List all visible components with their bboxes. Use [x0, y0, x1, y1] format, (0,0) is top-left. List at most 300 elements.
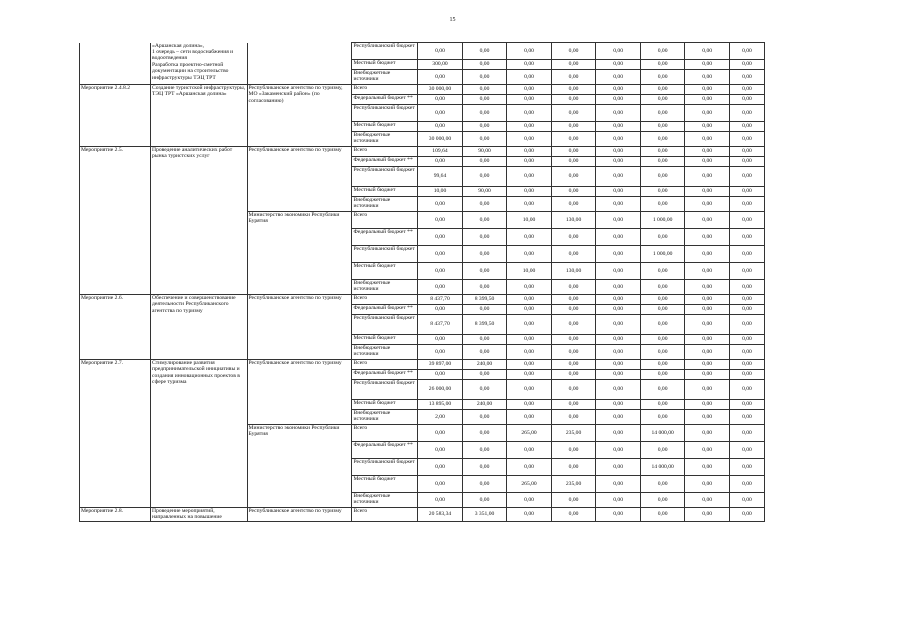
amount-cell: 0,00 — [551, 508, 596, 522]
amount-cell: 0,00 — [551, 380, 596, 400]
amount-cell: 0,00 — [640, 476, 685, 493]
amount-cell: 0,00 — [418, 476, 463, 493]
amount-cell: 0,00 — [551, 410, 596, 425]
amount-cell: 0,00 — [596, 305, 641, 315]
amount-cell: 0,00 — [462, 410, 507, 425]
amount-cell: 0,00 — [729, 459, 764, 476]
measure-id-cell — [80, 43, 151, 85]
amount-cell: 0,00 — [729, 295, 764, 305]
amount-cell: 0,00 — [596, 85, 641, 95]
amount-cell: 0,00 — [551, 305, 596, 315]
amount-cell: 0,00 — [507, 105, 552, 122]
amount-cell: 0,00 — [551, 122, 596, 132]
amount-cell: 0,00 — [640, 105, 685, 122]
amount-cell: 90,00 — [462, 187, 507, 197]
funding-source-cell: Республиканский бюджет — [352, 43, 418, 60]
amount-cell: 0,00 — [640, 493, 685, 508]
amount-cell: 0,00 — [418, 70, 463, 85]
amount-cell: 0,00 — [507, 459, 552, 476]
amount-cell: 0,00 — [685, 60, 730, 70]
amount-cell: 0,00 — [418, 459, 463, 476]
amount-cell: 0,00 — [729, 85, 764, 95]
amount-cell: 10,00 — [507, 263, 552, 280]
amount-cell: 0,00 — [551, 459, 596, 476]
amount-cell: 0,00 — [418, 425, 463, 442]
amount-cell: 0,00 — [418, 229, 463, 246]
amount-cell: 0,00 — [596, 442, 641, 459]
amount-cell: 0,00 — [685, 476, 730, 493]
amount-cell: 0,00 — [685, 370, 730, 380]
amount-cell: 0,00 — [685, 280, 730, 295]
amount-cell: 0,00 — [640, 315, 685, 335]
measure-id-cell: Мероприятие 2.8. — [80, 508, 151, 522]
amount-cell: 0,00 — [507, 360, 552, 370]
amount-cell: 0,00 — [685, 425, 730, 442]
amount-cell: 235,00 — [551, 425, 596, 442]
amount-cell: 0,00 — [685, 197, 730, 212]
amount-cell: 0,00 — [418, 95, 463, 105]
amount-cell: 0,00 — [596, 167, 641, 187]
amount-cell: 0,00 — [640, 305, 685, 315]
amount-cell: 0,00 — [685, 85, 730, 95]
amount-cell: 0,00 — [462, 442, 507, 459]
table-row — [80, 85, 765, 95]
amount-cell: 0,00 — [551, 167, 596, 187]
amount-cell: 0,00 — [685, 132, 730, 147]
amount-cell: 0,00 — [418, 335, 463, 345]
amount-cell: 0,00 — [596, 157, 641, 167]
amount-cell: 0,00 — [462, 229, 507, 246]
amount-cell: 0,00 — [507, 410, 552, 425]
amount-cell: 0,00 — [640, 60, 685, 70]
amount-cell: 0,00 — [551, 43, 596, 60]
amount-cell: 0,00 — [551, 335, 596, 345]
funding-source-cell: Местный бюджет — [352, 263, 418, 280]
amount-cell: 0,00 — [418, 197, 463, 212]
amount-cell: 0,00 — [462, 246, 507, 263]
amount-cell: 0,00 — [596, 147, 641, 157]
amount-cell: 0,00 — [551, 60, 596, 70]
amount-cell: 0,00 — [596, 122, 641, 132]
amount-cell: 0,00 — [685, 187, 730, 197]
amount-cell: 0,00 — [729, 493, 764, 508]
amount-cell: 0,00 — [685, 410, 730, 425]
amount-cell: 0,00 — [462, 157, 507, 167]
executor-cell: Республиканское агентство по туризму — [247, 508, 352, 522]
amount-cell: 99,64 — [418, 167, 463, 187]
amount-cell: 0,00 — [551, 442, 596, 459]
amount-cell: 0,00 — [551, 229, 596, 246]
amount-cell: 13 895,00 — [418, 400, 463, 410]
amount-cell: 0,00 — [507, 70, 552, 85]
amount-cell: 0,00 — [596, 70, 641, 85]
amount-cell: 0,00 — [462, 70, 507, 85]
amount-cell: 0,00 — [685, 263, 730, 280]
measure-id-cell: Мероприятие 2.6. — [80, 295, 151, 360]
funding-source-cell: Всего — [352, 147, 418, 157]
funding-source-cell: Внебюджетные источники — [352, 197, 418, 212]
budget-table — [79, 42, 765, 522]
amount-cell: 0,00 — [551, 360, 596, 370]
amount-cell: 0,00 — [685, 212, 730, 229]
amount-cell: 14 000,00 — [640, 425, 685, 442]
amount-cell: 0,00 — [418, 105, 463, 122]
amount-cell: 0,00 — [685, 70, 730, 85]
funding-source-cell: Республиканский бюджет — [352, 315, 418, 335]
amount-cell: 0,00 — [596, 476, 641, 493]
amount-cell: 240,00 — [462, 360, 507, 370]
funding-source-cell: Федеральный бюджет ** — [352, 442, 418, 459]
funding-source-cell: Федеральный бюджет ** — [352, 370, 418, 380]
amount-cell: 0,00 — [685, 246, 730, 263]
amount-cell: 10,00 — [507, 212, 552, 229]
amount-cell: 0,00 — [596, 60, 641, 70]
funding-source-cell: Федеральный бюджет ** — [352, 95, 418, 105]
amount-cell: 0,00 — [507, 295, 552, 305]
measure-title-cell: Проведение мероприятий, направленных на повышение — [151, 508, 247, 522]
funding-source-cell: Республиканский бюджет — [352, 380, 418, 400]
amount-cell: 8 399,50 — [462, 315, 507, 335]
amount-cell: 0,00 — [729, 147, 764, 157]
amount-cell: 3 351,00 — [462, 508, 507, 522]
amount-cell: 0,00 — [729, 246, 764, 263]
amount-cell: 0,00 — [418, 305, 463, 315]
amount-cell: 0,00 — [596, 345, 641, 360]
amount-cell: 0,00 — [418, 122, 463, 132]
amount-cell: 0,00 — [551, 95, 596, 105]
amount-cell: 0,00 — [640, 43, 685, 60]
amount-cell: 0,00 — [729, 508, 764, 522]
amount-cell: 0,00 — [640, 335, 685, 345]
amount-cell: 0,00 — [551, 147, 596, 157]
executor-cell: Республиканское агентство по туризму — [247, 147, 352, 212]
amount-cell: 0,00 — [462, 370, 507, 380]
amount-cell: 30 000,00 — [418, 85, 463, 95]
amount-cell: 0,00 — [507, 147, 552, 157]
amount-cell: 0,00 — [462, 335, 507, 345]
amount-cell: 0,00 — [507, 345, 552, 360]
amount-cell: 0,00 — [685, 295, 730, 305]
table-row — [80, 43, 765, 60]
measure-id-cell: Мероприятие 2.4.8.2 — [80, 85, 151, 147]
amount-cell: 0,00 — [596, 400, 641, 410]
measure-title-cell: «Аршанская долина», 1 очередь – сети водоснабжения и водоотведения Разработка проектно-сметной документации на строительство инфраструктуры ТЭЦ ТРТ — [151, 43, 247, 85]
amount-cell: 0,00 — [685, 157, 730, 167]
executor-cell: Министерство экономики Республики Бурятия — [247, 212, 352, 295]
funding-source-cell: Всего — [352, 85, 418, 95]
amount-cell: 0,00 — [551, 157, 596, 167]
funding-source-cell: Местный бюджет — [352, 60, 418, 70]
funding-source-cell: Внебюджетные источники — [352, 410, 418, 425]
amount-cell: 0,00 — [729, 345, 764, 360]
amount-cell: 0,00 — [729, 360, 764, 370]
amount-cell: 39 897,00 — [418, 360, 463, 370]
amount-cell: 0,00 — [729, 60, 764, 70]
executor-cell: Республиканское агентство по туризму — [247, 295, 352, 360]
amount-cell: 0,00 — [685, 493, 730, 508]
amount-cell: 0,00 — [507, 380, 552, 400]
funding-source-cell: Республиканский бюджет — [352, 105, 418, 122]
amount-cell: 0,00 — [729, 335, 764, 345]
amount-cell: 240,00 — [462, 400, 507, 410]
amount-cell: 0,00 — [685, 335, 730, 345]
amount-cell: 0,00 — [729, 280, 764, 295]
amount-cell: 0,00 — [596, 295, 641, 305]
amount-cell: 0,00 — [640, 508, 685, 522]
amount-cell: 0,00 — [462, 85, 507, 95]
funding-source-cell: Внебюджетные источники — [352, 132, 418, 147]
amount-cell: 0,00 — [418, 263, 463, 280]
amount-cell: 0,00 — [729, 197, 764, 212]
amount-cell: 0,00 — [640, 442, 685, 459]
table-row — [80, 147, 765, 157]
amount-cell: 0,00 — [418, 442, 463, 459]
table-row — [80, 295, 765, 305]
amount-cell: 0,00 — [596, 508, 641, 522]
amount-cell: 0,00 — [685, 43, 730, 60]
amount-cell: 0,00 — [729, 95, 764, 105]
amount-cell: 0,00 — [462, 105, 507, 122]
amount-cell: 0,00 — [596, 187, 641, 197]
amount-cell: 0,00 — [462, 263, 507, 280]
amount-cell: 0,00 — [462, 425, 507, 442]
page-number: 15 — [449, 17, 456, 23]
amount-cell: 0,00 — [685, 360, 730, 370]
amount-cell: 0,00 — [596, 132, 641, 147]
amount-cell: 0,00 — [507, 315, 552, 335]
amount-cell: 0,00 — [596, 370, 641, 380]
amount-cell: 0,00 — [729, 380, 764, 400]
amount-cell: 0,00 — [462, 167, 507, 187]
amount-cell: 0,00 — [685, 95, 730, 105]
amount-cell: 0,00 — [462, 345, 507, 360]
amount-cell: 0,00 — [596, 459, 641, 476]
amount-cell: 30 000,00 — [418, 132, 463, 147]
measure-title-cell: Обеспечение и совершенствование деятельности Республиканского агентства по туризму — [151, 295, 247, 360]
amount-cell: 0,00 — [551, 105, 596, 122]
amount-cell: 0,00 — [507, 95, 552, 105]
amount-cell: 130,00 — [551, 212, 596, 229]
funding-source-cell: Местный бюджет — [352, 187, 418, 197]
measure-id-cell: Мероприятие 2.7. — [80, 360, 151, 508]
amount-cell: 0,00 — [462, 380, 507, 400]
amount-cell: 0,00 — [418, 370, 463, 380]
table-row — [80, 508, 765, 522]
amount-cell: 0,00 — [596, 263, 641, 280]
amount-cell: 0,00 — [640, 229, 685, 246]
amount-cell: 0,00 — [729, 442, 764, 459]
executor-cell: Министерство экономики Республики Бурятия — [247, 425, 352, 508]
amount-cell: 0,00 — [418, 43, 463, 60]
amount-cell: 0,00 — [596, 425, 641, 442]
amount-cell: 0,00 — [729, 305, 764, 315]
amount-cell: 0,00 — [462, 459, 507, 476]
amount-cell: 8 399,50 — [462, 295, 507, 305]
amount-cell: 0,00 — [551, 345, 596, 360]
amount-cell: 0,00 — [596, 280, 641, 295]
amount-cell: 0,00 — [729, 400, 764, 410]
amount-cell: 20 583,34 — [418, 508, 463, 522]
amount-cell: 265,00 — [507, 425, 552, 442]
amount-cell: 0,00 — [507, 280, 552, 295]
amount-cell: 0,00 — [507, 400, 552, 410]
executor-cell: Республиканское агентство по туризму — [247, 360, 352, 425]
executor-cell: Республиканское агентство по туризму, МО «Закаменский район» (по согласованию) — [247, 85, 352, 147]
amount-cell: 0,00 — [462, 60, 507, 70]
amount-cell: 0,00 — [640, 147, 685, 157]
amount-cell: 0,00 — [640, 280, 685, 295]
amount-cell: 0,00 — [418, 246, 463, 263]
amount-cell: 0,00 — [507, 335, 552, 345]
amount-cell: 0,00 — [462, 476, 507, 493]
amount-cell: 0,00 — [729, 122, 764, 132]
amount-cell: 8 437,70 — [418, 295, 463, 305]
amount-cell: 0,00 — [685, 229, 730, 246]
amount-cell: 0,00 — [596, 212, 641, 229]
amount-cell: 265,00 — [507, 476, 552, 493]
amount-cell: 0,00 — [596, 43, 641, 60]
amount-cell: 130,00 — [551, 263, 596, 280]
funding-source-cell: Республиканский бюджет — [352, 167, 418, 187]
amount-cell: 0,00 — [640, 360, 685, 370]
funding-source-cell: Местный бюджет — [352, 335, 418, 345]
amount-cell: 0,00 — [507, 197, 552, 212]
amount-cell: 0,00 — [551, 280, 596, 295]
funding-source-cell: Федеральный бюджет ** — [352, 229, 418, 246]
amount-cell: 0,00 — [551, 493, 596, 508]
funding-source-cell: Республиканский бюджет — [352, 246, 418, 263]
amount-cell: 0,00 — [729, 157, 764, 167]
funding-source-cell: Федеральный бюджет ** — [352, 305, 418, 315]
amount-cell: 0,00 — [596, 197, 641, 212]
funding-source-cell: Местный бюджет — [352, 122, 418, 132]
amount-cell: 14 000,00 — [640, 459, 685, 476]
amount-cell: 0,00 — [462, 122, 507, 132]
funding-source-cell: Местный бюджет — [352, 476, 418, 493]
funding-source-cell: Всего — [352, 360, 418, 370]
amount-cell: 0,00 — [507, 132, 552, 147]
amount-cell: 0,00 — [729, 132, 764, 147]
amount-cell: 0,00 — [640, 380, 685, 400]
amount-cell: 0,00 — [507, 157, 552, 167]
amount-cell: 0,00 — [729, 105, 764, 122]
amount-cell: 0,00 — [418, 157, 463, 167]
amount-cell: 0,00 — [551, 370, 596, 380]
amount-cell: 0,00 — [596, 95, 641, 105]
measure-title-cell: Проведение аналитических работ рынка туристских услуг — [151, 147, 247, 295]
amount-cell: 0,00 — [685, 508, 730, 522]
amount-cell: 0,00 — [685, 167, 730, 187]
amount-cell: 109,64 — [418, 147, 463, 157]
amount-cell: 0,00 — [685, 147, 730, 157]
amount-cell: 0,00 — [640, 85, 685, 95]
amount-cell: 0,00 — [507, 60, 552, 70]
amount-cell: 1 000,00 — [640, 246, 685, 263]
amount-cell: 0,00 — [462, 132, 507, 147]
amount-cell: 0,00 — [685, 459, 730, 476]
funding-source-cell: Всего — [352, 295, 418, 305]
amount-cell: 0,00 — [507, 167, 552, 187]
amount-cell: 0,00 — [418, 493, 463, 508]
amount-cell: 0,00 — [507, 305, 552, 315]
amount-cell: 0,00 — [729, 212, 764, 229]
amount-cell: 0,00 — [462, 280, 507, 295]
amount-cell: 0,00 — [729, 370, 764, 380]
amount-cell: 0,00 — [596, 335, 641, 345]
amount-cell: 1 000,00 — [640, 212, 685, 229]
funding-source-cell: Внебюджетные источники — [352, 70, 418, 85]
amount-cell: 0,00 — [640, 370, 685, 380]
amount-cell: 0,00 — [507, 442, 552, 459]
funding-source-cell: Всего — [352, 425, 418, 442]
amount-cell: 0,00 — [418, 212, 463, 229]
amount-cell: 0,00 — [729, 410, 764, 425]
amount-cell: 0,00 — [507, 246, 552, 263]
amount-cell: 0,00 — [551, 132, 596, 147]
funding-source-cell: Внебюджетные источники — [352, 493, 418, 508]
amount-cell: 0,00 — [507, 187, 552, 197]
amount-cell: 0,00 — [551, 70, 596, 85]
amount-cell: 0,00 — [418, 280, 463, 295]
amount-cell: 0,00 — [640, 157, 685, 167]
amount-cell: 90,00 — [462, 147, 507, 157]
amount-cell: 0,00 — [507, 493, 552, 508]
amount-cell: 0,00 — [462, 493, 507, 508]
amount-cell: 0,00 — [596, 380, 641, 400]
amount-cell: 0,00 — [596, 493, 641, 508]
amount-cell: 235,00 — [551, 476, 596, 493]
amount-cell: 0,00 — [596, 105, 641, 122]
amount-cell: 0,00 — [640, 132, 685, 147]
funding-source-cell: Федеральный бюджет ** — [352, 157, 418, 167]
amount-cell: 0,00 — [551, 295, 596, 305]
amount-cell: 0,00 — [685, 105, 730, 122]
amount-cell: 0,00 — [596, 410, 641, 425]
amount-cell: 0,00 — [729, 229, 764, 246]
funding-source-cell: Республиканский бюджет — [352, 459, 418, 476]
amount-cell: 0,00 — [462, 197, 507, 212]
amount-cell: 0,00 — [551, 85, 596, 95]
amount-cell: 0,00 — [729, 43, 764, 60]
amount-cell: 0,00 — [551, 187, 596, 197]
amount-cell: 0,00 — [551, 246, 596, 263]
amount-cell: 0,00 — [640, 70, 685, 85]
funding-source-cell: Всего — [352, 508, 418, 522]
amount-cell: 0,00 — [507, 229, 552, 246]
amount-cell: 0,00 — [507, 85, 552, 95]
funding-source-cell: Всего — [352, 212, 418, 229]
amount-cell: 0,00 — [462, 43, 507, 60]
amount-cell: 0,00 — [685, 400, 730, 410]
amount-cell: 0,00 — [729, 187, 764, 197]
amount-cell: 26 000,00 — [418, 380, 463, 400]
executor-cell — [247, 43, 352, 85]
amount-cell: 0,00 — [507, 122, 552, 132]
amount-cell: 0,00 — [551, 315, 596, 335]
amount-cell: 0,00 — [685, 305, 730, 315]
amount-cell: 0,00 — [596, 315, 641, 335]
amount-cell: 300,00 — [418, 60, 463, 70]
amount-cell: 8 437,70 — [418, 315, 463, 335]
amount-cell: 0,00 — [729, 167, 764, 187]
amount-cell: 0,00 — [729, 425, 764, 442]
amount-cell: 0,00 — [418, 345, 463, 360]
amount-cell: 0,00 — [685, 380, 730, 400]
amount-cell: 0,00 — [640, 122, 685, 132]
amount-cell: 0,00 — [640, 187, 685, 197]
measure-title-cell: Стимулирование развития предпринимательской инициативы и создания инновационных проектов в сфере туризма — [151, 360, 247, 508]
amount-cell: 0,00 — [596, 246, 641, 263]
